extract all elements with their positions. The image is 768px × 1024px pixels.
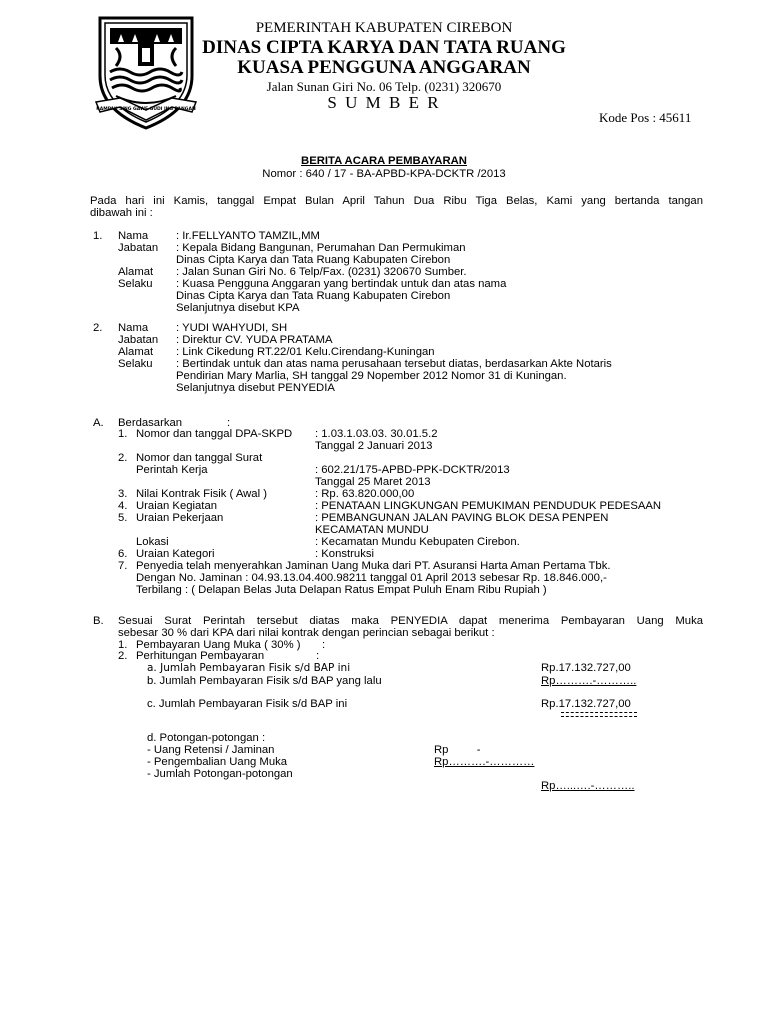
calc-c-value: Rp.17.132.727,00: [541, 698, 631, 710]
party2-value: Selanjutnya disebut PENYEDIA: [176, 382, 335, 394]
section-a-heading: Berdasarkan: [118, 417, 183, 429]
party1-label: Selaku: [118, 278, 153, 290]
intro-line-2: dibawah ini :: [90, 207, 153, 219]
party1-label: Jabatan: [118, 242, 159, 254]
party1-value: Dinas Cipta Karya dan Tata Ruang Kabupaten Cirebon: [176, 254, 451, 266]
item-label: Pembayaran Uang Muka ( 30% ): [136, 639, 301, 651]
party2-label: Alamat: [118, 346, 154, 358]
item-number: 6.: [118, 548, 128, 560]
party1-value: Dinas Cipta Karya dan Tata Ruang Kabupaten Cirebon: [176, 290, 451, 302]
calc-a-label: a. Jumlah Pembayaran Fisik s/d BAP ini: [147, 662, 351, 674]
item-label: Perhitungan Pembayaran: [136, 650, 265, 662]
section-b-letter: B.: [93, 615, 104, 627]
calc-b-label: b. Jumlah Pembayaran Fisik s/d BAP yang lalu: [147, 675, 382, 687]
party2-label: Jabatan: [118, 334, 159, 346]
item-number: 1.: [118, 428, 128, 440]
item-number: 7.: [118, 560, 128, 572]
govt-name: PEMERINTAH KABUPATEN CIREBON: [255, 20, 513, 36]
office-city: S U M B E R: [327, 93, 441, 112]
item-value: KECAMATAN MUNDU: [315, 524, 429, 536]
party1-label: Nama: [118, 230, 149, 242]
party1-label: Alamat: [118, 266, 154, 278]
section-a-letter: A.: [93, 417, 104, 429]
item-value: Tanggal 2 Januari 2013: [315, 440, 433, 452]
section-b-line-1: Sesuai Surat Perintah tersebut diatas maka PENYEDIA dapat menerima Pembayaran Uang Muka: [118, 615, 703, 627]
item-label: Lokasi: [136, 536, 169, 548]
item-value: : Rp. 63.820.000,00: [315, 488, 415, 500]
jumlah-potongan-label: - Jumlah Potongan-potongan: [147, 768, 293, 780]
party2-label: Nama: [118, 322, 149, 334]
item-number: 4.: [118, 500, 128, 512]
party1-value: : Kepala Bidang Bangunan, Perumahan Dan Permukiman: [176, 242, 466, 254]
item-value: Tanggal 25 Maret 2013: [315, 476, 431, 488]
party1-value: Selanjutnya disebut KPA: [176, 302, 300, 314]
party1-value: : Kuasa Pengguna Anggaran yang bertindak untuk dan atas nama: [176, 278, 507, 290]
intro-line-1: Pada hari ini Kamis, tanggal Empat Bulan April Tahun Dua Ribu Tiga Belas, Kami yang bertanda tangan: [90, 195, 703, 207]
postal-code: Kode Pos : 45611: [599, 110, 692, 125]
pengembalian-label: - Pengembalian Uang Muka: [147, 756, 288, 768]
item-label: Uraian Kategori: [136, 548, 215, 560]
calc-b-value: Rp……….-………..: [541, 675, 637, 687]
item-label: Nilai Kontrak Fisik ( Awal ): [136, 488, 267, 500]
retensi-label: - Uang Retensi / Jaminan: [147, 744, 275, 756]
party2-value: : Bertindak untuk dan atas nama perusahaan tersebut diatas, berdasarkan Akte Notaris: [176, 358, 612, 370]
section-b-line-2: sebesar 30 % dari KPA dari nilai kontrak dengan perincian sebagai berikut :: [118, 627, 495, 639]
item-value: : 1.03.1.03.03. 30.01.5.2: [315, 428, 438, 440]
party2-value: : Link Cikedung RT.22/01 Kelu.Cirendang-Kuningan: [176, 346, 435, 358]
total-rule: [561, 716, 637, 717]
total-rule: [561, 712, 637, 713]
item-colon: :: [316, 650, 320, 662]
item-label: Nomor dan tanggal DPA-SKPD: [136, 428, 293, 440]
guarantee-line-1: Penyedia telah menyerahkan Jaminan Uang Muka dari PT. Asuransi Harta Aman Pertama Tbk.: [136, 560, 611, 572]
guarantee-line-3: Terbilang : ( Delapan Belas Juta Delapan Ratus Empat Puluh Enam Ribu Rupiah ): [136, 584, 547, 596]
item-number: 2.: [118, 452, 128, 464]
pengembalian-value: Rp……….-…………: [434, 756, 535, 768]
logo-motto: RAMPAK SING GAWE GUDI ING PANGAN: [96, 107, 196, 112]
party2-value: : Direktur CV. YUDA PRATAMA: [176, 334, 333, 346]
office-address: Jalan Sunan Giri No. 06 Telp. (0231) 320670: [266, 79, 502, 94]
guarantee-line-2: Dengan No. Jaminan : 04.93.13.04.400.98211 tanggal 01 April 2013 sebesar Rp. 18.846.000,-: [136, 572, 607, 584]
item-number: 2.: [118, 650, 128, 662]
item-label: Perintah Kerja: [136, 464, 208, 476]
party1-value: : Jalan Sunan Giri No. 6 Telp/Fax. (0231) 320670 Sumber.: [176, 266, 467, 278]
item-label: Nomor dan tanggal Surat: [136, 452, 263, 464]
party1-number: 1.: [93, 230, 103, 242]
section-a-colon: :: [227, 417, 231, 429]
item-value: : Kecamatan Mundu Kebupaten Cirebon.: [315, 536, 520, 548]
item-label: Uraian Pekerjaan: [136, 512, 224, 524]
party2-value: Pendirian Mary Marlia, SH tanggal 29 Nopember 2012 Nomor 31 di Kuningan.: [176, 370, 567, 382]
office-name: KUASA PENGGUNA ANGGARAN: [237, 57, 531, 78]
net-total-value: Rp…...….-………..: [541, 780, 635, 792]
item-colon: :: [322, 639, 326, 651]
item-label: Uraian Kegiatan: [136, 500, 218, 512]
retensi-value: Rp -: [434, 744, 481, 756]
item-value: : Konstruksi: [315, 548, 375, 560]
document-number: Nomor : 640 / 17 - BA-APBD-KPA-DCKTR /2013: [262, 168, 506, 180]
agency-name: DINAS CIPTA KARYA DAN TATA RUANG: [202, 37, 566, 58]
item-number: 3.: [118, 488, 128, 500]
document-title: BERITA ACARA PEMBAYARAN: [301, 155, 467, 167]
party1-value: : Ir.FELLYANTO TAMZIL,MM: [176, 230, 320, 242]
item-number: 1.: [118, 639, 128, 651]
item-value: : PEMBANGUNAN JALAN PAVING BLOK DESA PENPEN: [315, 512, 609, 524]
party2-label: Selaku: [118, 358, 153, 370]
calc-c-label: c. Jumlah Pembayaran Fisik s/d BAP ini: [147, 698, 348, 710]
item-value: : PENATAAN LINGKUNGAN PEMUKIMAN PENDUDUK PEDESAAN: [315, 500, 662, 512]
item-value: : 602.21/175-APBD-PPK-DCKTR/2013: [315, 464, 510, 476]
calc-a-value: Rp.17.132.727,00: [541, 662, 631, 674]
party2-number: 2.: [93, 322, 103, 334]
party2-value: : YUDI WAHYUDI, SH: [176, 322, 288, 334]
item-number: 5.: [118, 512, 128, 524]
deductions-heading: d. Potongan-potongan :: [147, 732, 266, 744]
